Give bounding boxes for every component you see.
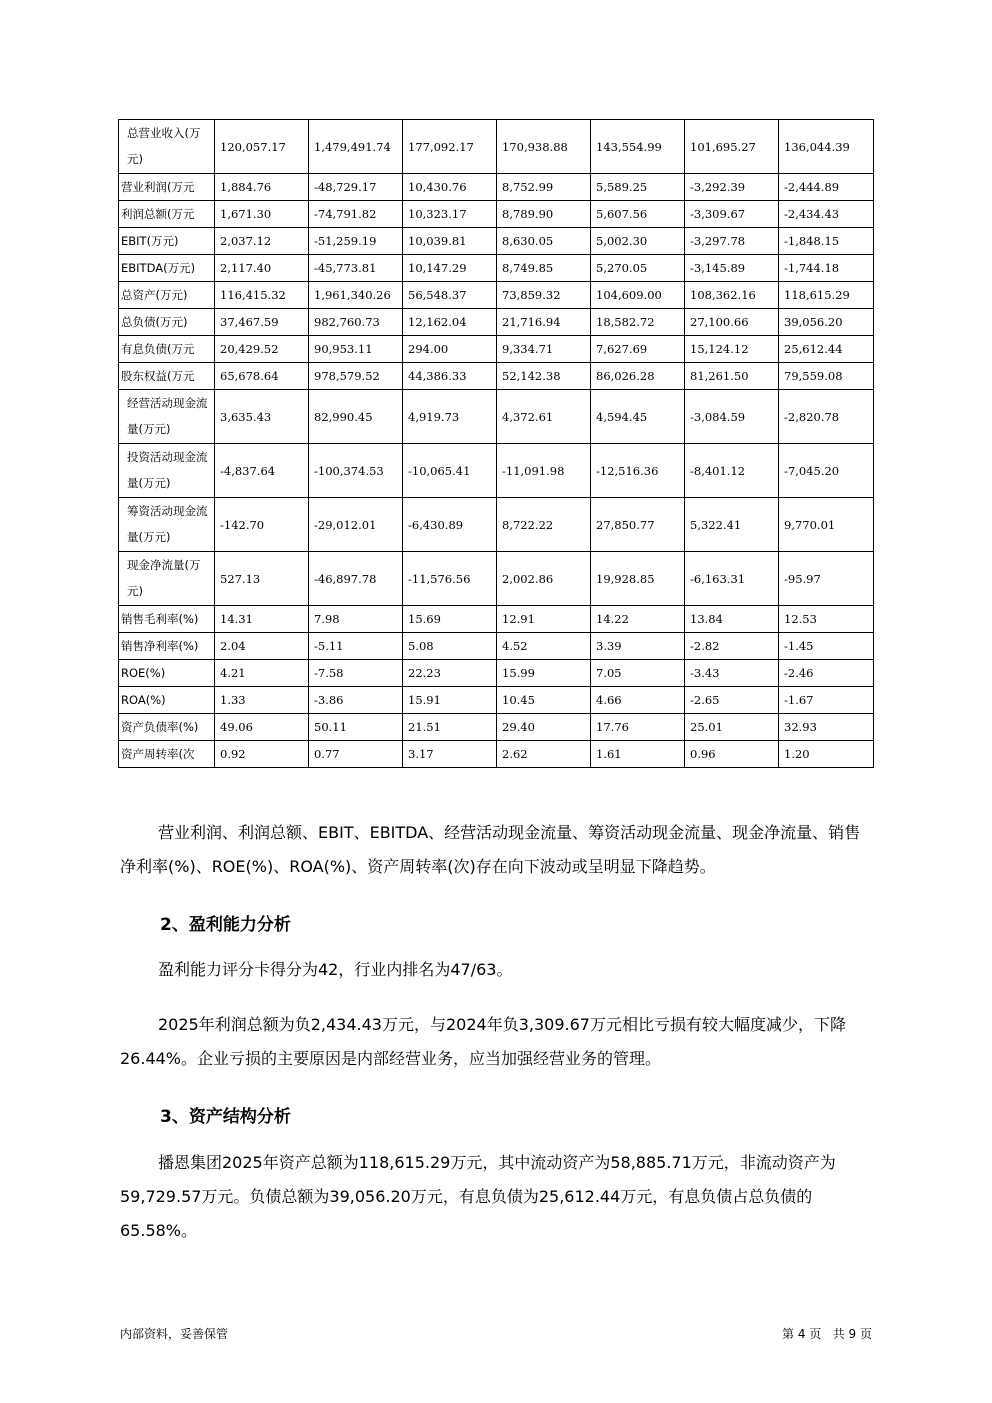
table-cell: 1,961,340.26 bbox=[309, 282, 403, 309]
table-cell: 86,026.28 bbox=[591, 363, 685, 390]
table-cell: -2,820.78 bbox=[779, 390, 874, 444]
row-label-text: 现金净流量(万元) bbox=[127, 558, 201, 598]
table-row bbox=[119, 606, 874, 633]
table-row bbox=[119, 660, 874, 687]
table-cell: 79,559.08 bbox=[779, 363, 874, 390]
table-cell: 12.53 bbox=[779, 606, 874, 633]
profit-score-paragraph bbox=[120, 953, 876, 987]
table-cell: 18,582.72 bbox=[591, 309, 685, 336]
table-cell: 3.17 bbox=[403, 741, 497, 768]
table-cell: 8,749.85 bbox=[497, 255, 591, 282]
table-cell: 2.04 bbox=[215, 633, 309, 660]
table-cell: 7.05 bbox=[591, 660, 685, 687]
table-cell: 5,270.05 bbox=[591, 255, 685, 282]
table-cell: 65,678.64 bbox=[215, 363, 309, 390]
table-cell: -2,444.89 bbox=[779, 174, 874, 201]
financial-data-table bbox=[118, 119, 874, 768]
table-cell: 2,002.86 bbox=[497, 552, 591, 606]
row-label bbox=[119, 282, 215, 309]
table-cell: 15.69 bbox=[403, 606, 497, 633]
row-label bbox=[119, 336, 215, 363]
profit-detail-paragraph bbox=[120, 1008, 876, 1076]
table-cell: -48,729.17 bbox=[309, 174, 403, 201]
table-cell: 20,429.52 bbox=[215, 336, 309, 363]
table-cell: 1.20 bbox=[779, 741, 874, 768]
table-cell: -29,012.01 bbox=[309, 498, 403, 552]
asset-section-heading: 3、资产结构分析 bbox=[160, 1107, 291, 1127]
table-cell: -2.82 bbox=[685, 633, 779, 660]
table-row bbox=[119, 363, 874, 390]
table-cell: 21.51 bbox=[403, 714, 497, 741]
table-cell: 9,770.01 bbox=[779, 498, 874, 552]
table-cell: 10,039.81 bbox=[403, 228, 497, 255]
row-label-text: 股东权益(万元 bbox=[121, 369, 195, 383]
table-row bbox=[119, 228, 874, 255]
profit-section-heading: 2、盈利能力分析 bbox=[160, 915, 291, 935]
row-label-text: ROA(%) bbox=[121, 693, 166, 707]
row-label bbox=[119, 255, 215, 282]
table-cell: 17.76 bbox=[591, 714, 685, 741]
table-cell: -4,837.64 bbox=[215, 444, 309, 498]
table-cell: 8,630.05 bbox=[497, 228, 591, 255]
table-cell: 1,479,491.74 bbox=[309, 120, 403, 174]
row-label-text: 销售净利率(%) bbox=[121, 639, 199, 653]
table-cell: 5.08 bbox=[403, 633, 497, 660]
table-cell: -45,773.81 bbox=[309, 255, 403, 282]
table-cell: 13.84 bbox=[685, 606, 779, 633]
table-cell: -3.43 bbox=[685, 660, 779, 687]
table-row bbox=[119, 714, 874, 741]
table-cell: 14.22 bbox=[591, 606, 685, 633]
table-row bbox=[119, 687, 874, 714]
table-cell: -1,848.15 bbox=[779, 228, 874, 255]
row-label-text: 筹资活动现金流量(万元) bbox=[127, 504, 208, 544]
table-row bbox=[119, 633, 874, 660]
table-cell: -3,145.89 bbox=[685, 255, 779, 282]
trend-paragraph bbox=[120, 816, 876, 884]
table-cell: -7,045.20 bbox=[779, 444, 874, 498]
row-label-text: EBITDA(万元) bbox=[121, 261, 196, 275]
table-cell: 143,554.99 bbox=[591, 120, 685, 174]
table-row bbox=[119, 741, 874, 768]
table-cell: 32.93 bbox=[779, 714, 874, 741]
table-row bbox=[119, 336, 874, 363]
table-cell: 0.92 bbox=[215, 741, 309, 768]
table-cell: 5,002.30 bbox=[591, 228, 685, 255]
row-label bbox=[119, 390, 215, 444]
table-cell: 15.99 bbox=[497, 660, 591, 687]
table-cell: 108,362.16 bbox=[685, 282, 779, 309]
footer-confidential-note: 内部资料，妥善保管 bbox=[120, 1327, 229, 1341]
row-label bbox=[119, 309, 215, 336]
table-cell: 982,760.73 bbox=[309, 309, 403, 336]
table-cell: -10,065.41 bbox=[403, 444, 497, 498]
table-cell: 4.21 bbox=[215, 660, 309, 687]
table-cell: 5,589.25 bbox=[591, 174, 685, 201]
table-cell: -100,374.53 bbox=[309, 444, 403, 498]
table-cell: 15,124.12 bbox=[685, 336, 779, 363]
row-label bbox=[119, 687, 215, 714]
table-cell: -46,897.78 bbox=[309, 552, 403, 606]
table-cell: 90,953.11 bbox=[309, 336, 403, 363]
table-cell: 12,162.04 bbox=[403, 309, 497, 336]
table-cell: 1.33 bbox=[215, 687, 309, 714]
table-cell: 4.52 bbox=[497, 633, 591, 660]
row-label-text: 资产周转率(次 bbox=[121, 747, 195, 761]
row-label bbox=[119, 660, 215, 687]
table-cell: 37,467.59 bbox=[215, 309, 309, 336]
table-cell: 22.23 bbox=[403, 660, 497, 687]
trend-text: 营业利润、利润总额、EBIT、EBITDA、经营活动现金流量、筹资活动现金流量、现金净流量、销售净利率(%)、ROE(%)、ROA(%)、资产周转率(次)存在向下波动或呈明显下降趋势。 bbox=[120, 823, 861, 876]
table-cell: -2,434.43 bbox=[779, 201, 874, 228]
table-cell: 3,635.43 bbox=[215, 390, 309, 444]
table-cell: 44,386.33 bbox=[403, 363, 497, 390]
table-cell: 27,100.66 bbox=[685, 309, 779, 336]
table-cell: 8,722.22 bbox=[497, 498, 591, 552]
table-cell: 4,594.45 bbox=[591, 390, 685, 444]
row-label bbox=[119, 120, 215, 174]
table-cell: 4.66 bbox=[591, 687, 685, 714]
table-cell: -51,259.19 bbox=[309, 228, 403, 255]
table-cell: 56,548.37 bbox=[403, 282, 497, 309]
table-cell: 3.39 bbox=[591, 633, 685, 660]
table-cell: 2.62 bbox=[497, 741, 591, 768]
table-cell: 527.13 bbox=[215, 552, 309, 606]
row-label-text: 利润总额(万元 bbox=[121, 207, 195, 221]
table-cell: 294.00 bbox=[403, 336, 497, 363]
table-cell: 25.01 bbox=[685, 714, 779, 741]
table-cell: -11,091.98 bbox=[497, 444, 591, 498]
table-row bbox=[119, 120, 874, 174]
row-label bbox=[119, 174, 215, 201]
table-cell: -8,401.12 bbox=[685, 444, 779, 498]
table-cell: 101,695.27 bbox=[685, 120, 779, 174]
table-row bbox=[119, 282, 874, 309]
table-cell: 10,147.29 bbox=[403, 255, 497, 282]
row-label bbox=[119, 606, 215, 633]
table-cell: -3.86 bbox=[309, 687, 403, 714]
table-cell: 1.61 bbox=[591, 741, 685, 768]
table-cell: 1,671.30 bbox=[215, 201, 309, 228]
table-cell: 978,579.52 bbox=[309, 363, 403, 390]
asset-detail-text: 播恩集团2025年资产总额为118,615.29万元，其中流动资产为58,885.71万元，非流动资产为59,729.57万元。负债总额为39,056.20万元，有息负债为25,612.44万元，有息负债占总负债的65.58%。 bbox=[120, 1153, 836, 1240]
profit-detail-text: 2025年利润总额为负2,434.43万元，与2024年负3,309.67万元相比亏损有较大幅度减少，下降26.44%。企业亏损的主要原因是内部经营业务，应当加强经营业务的管理。 bbox=[120, 1015, 846, 1068]
row-label-text: 投资活动现金流量(万元) bbox=[127, 450, 208, 490]
table-cell: 39,056.20 bbox=[779, 309, 874, 336]
table-cell: -74,791.82 bbox=[309, 201, 403, 228]
row-label bbox=[119, 201, 215, 228]
table-cell: 0.96 bbox=[685, 741, 779, 768]
table-cell: -3,292.39 bbox=[685, 174, 779, 201]
table-row bbox=[119, 390, 874, 444]
table-cell: 49.06 bbox=[215, 714, 309, 741]
table-cell: 9,334.71 bbox=[497, 336, 591, 363]
row-label-text: EBIT(万元) bbox=[121, 234, 179, 248]
table-cell: 5,322.41 bbox=[685, 498, 779, 552]
table-cell: 10,323.17 bbox=[403, 201, 497, 228]
table-cell: 50.11 bbox=[309, 714, 403, 741]
table-cell: 8,789.90 bbox=[497, 201, 591, 228]
row-label-text: 总营业收入(万元) bbox=[127, 126, 201, 166]
table-cell: -2.46 bbox=[779, 660, 874, 687]
table-cell: -3,309.67 bbox=[685, 201, 779, 228]
table-cell: 10.45 bbox=[497, 687, 591, 714]
table-row bbox=[119, 201, 874, 228]
table-cell: 19,928.85 bbox=[591, 552, 685, 606]
table-cell: 82,990.45 bbox=[309, 390, 403, 444]
table-cell: 4,372.61 bbox=[497, 390, 591, 444]
table-cell: -142.70 bbox=[215, 498, 309, 552]
table-cell: -6,430.89 bbox=[403, 498, 497, 552]
row-label-text: 总资产(万元) bbox=[121, 288, 188, 302]
table-cell: 2,117.40 bbox=[215, 255, 309, 282]
table-cell: 27,850.77 bbox=[591, 498, 685, 552]
row-label bbox=[119, 741, 215, 768]
table-cell: 1,884.76 bbox=[215, 174, 309, 201]
table-cell: 12.91 bbox=[497, 606, 591, 633]
row-label bbox=[119, 228, 215, 255]
table-cell: -5.11 bbox=[309, 633, 403, 660]
table-row bbox=[119, 174, 874, 201]
table-cell: 120,057.17 bbox=[215, 120, 309, 174]
table-cell: 116,415.32 bbox=[215, 282, 309, 309]
table-cell: 177,092.17 bbox=[403, 120, 497, 174]
table-row bbox=[119, 444, 874, 498]
table-cell: 73,859.32 bbox=[497, 282, 591, 309]
table-cell: 2,037.12 bbox=[215, 228, 309, 255]
table-row bbox=[119, 498, 874, 552]
table-row bbox=[119, 255, 874, 282]
row-label-text: 营业利润(万元 bbox=[121, 180, 195, 194]
table-cell: 0.77 bbox=[309, 741, 403, 768]
table-cell: 81,261.50 bbox=[685, 363, 779, 390]
table-cell: 4,919.73 bbox=[403, 390, 497, 444]
table-cell: 52,142.38 bbox=[497, 363, 591, 390]
row-label-text: 总负债(万元) bbox=[121, 315, 188, 329]
table-cell: 7.98 bbox=[309, 606, 403, 633]
table-cell: -7.58 bbox=[309, 660, 403, 687]
table-cell: 104,609.00 bbox=[591, 282, 685, 309]
table-cell: -3,084.59 bbox=[685, 390, 779, 444]
table-cell: -2.65 bbox=[685, 687, 779, 714]
table-cell: 170,938.88 bbox=[497, 120, 591, 174]
asset-detail-paragraph bbox=[120, 1146, 876, 1248]
table-cell: 14.31 bbox=[215, 606, 309, 633]
row-label-text: 有息负债(万元 bbox=[121, 342, 195, 356]
row-label bbox=[119, 714, 215, 741]
table-cell: 10,430.76 bbox=[403, 174, 497, 201]
table-cell: 25,612.44 bbox=[779, 336, 874, 363]
table-cell: 29.40 bbox=[497, 714, 591, 741]
table-cell: -11,576.56 bbox=[403, 552, 497, 606]
table-cell: -1.67 bbox=[779, 687, 874, 714]
table-cell: -1,744.18 bbox=[779, 255, 874, 282]
row-label-text: ROE(%) bbox=[121, 666, 166, 680]
table-cell: 7,627.69 bbox=[591, 336, 685, 363]
table-cell: -12,516.36 bbox=[591, 444, 685, 498]
row-label bbox=[119, 363, 215, 390]
table-row bbox=[119, 552, 874, 606]
row-label bbox=[119, 633, 215, 660]
table-cell: -1.45 bbox=[779, 633, 874, 660]
profit-score-text: 盈利能力评分卡得分为42，行业内排名为47/63。 bbox=[158, 960, 513, 979]
table-cell: 118,615.29 bbox=[779, 282, 874, 309]
row-label-text: 经营活动现金流量(万元) bbox=[127, 396, 208, 436]
row-label bbox=[119, 552, 215, 606]
table-cell: 8,752.99 bbox=[497, 174, 591, 201]
table-cell: -3,297.78 bbox=[685, 228, 779, 255]
row-label bbox=[119, 498, 215, 552]
row-label bbox=[119, 444, 215, 498]
table-cell: 21,716.94 bbox=[497, 309, 591, 336]
table-cell: -6,163.31 bbox=[685, 552, 779, 606]
table-cell: 136,044.39 bbox=[779, 120, 874, 174]
row-label-text: 销售毛利率(%) bbox=[121, 612, 199, 626]
row-label-text: 资产负债率(%) bbox=[121, 720, 199, 734]
footer-page-number: 第 4 页 共 9 页 bbox=[782, 1327, 872, 1341]
table-cell: 5,607.56 bbox=[591, 201, 685, 228]
table-row bbox=[119, 309, 874, 336]
table-cell: 15.91 bbox=[403, 687, 497, 714]
table-cell: -95.97 bbox=[779, 552, 874, 606]
